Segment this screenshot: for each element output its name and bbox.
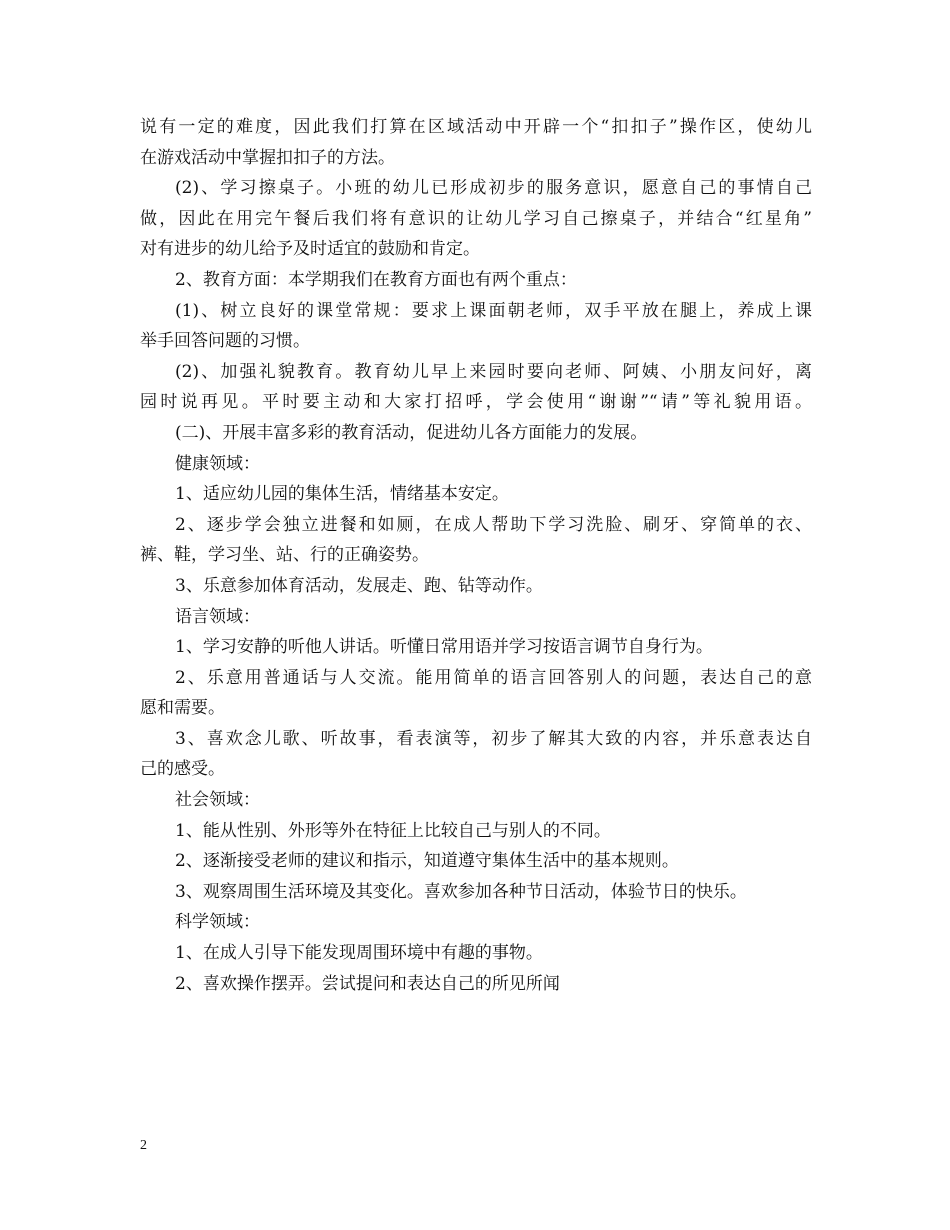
paragraph-line: (2)、加强礼貌教育。教育幼儿早上来园时要向老师、阿姨、小朋友问好，离 bbox=[175, 361, 812, 382]
domain-heading-language: 语言领域： bbox=[175, 606, 260, 627]
list-item: 1、能从性别、外形等外在特征上比较自己与别人的不同。 bbox=[175, 820, 611, 841]
section-heading: (二)、开展丰富多彩的教育活动，促进幼儿各方面能力的发展。 bbox=[175, 422, 648, 443]
list-item-continuation: 裤、鞋，学习坐、站、行的正确姿势。 bbox=[140, 545, 429, 566]
list-item: 3、观察周围生活环境及其变化。喜欢参加各种节日活动，体验节日的快乐。 bbox=[175, 881, 747, 902]
paragraph-line: (2)、学习擦桌子。小班的幼儿已形成初步的服务意识，愿意自己的事情自己 bbox=[175, 178, 812, 199]
paragraph-line: 在游戏活动中掌握扣扣子的方法。 bbox=[140, 147, 395, 168]
paragraph-line: 园时说再见。平时要主动和大家打招呼，学会使用“谢谢”“请”等礼貌用语。 bbox=[140, 392, 812, 413]
list-item: 3、乐意参加体育活动，发展走、跑、钻等动作。 bbox=[175, 575, 543, 596]
list-item: 2、逐渐接受老师的建议和指示，知道遵守集体生活中的基本规则。 bbox=[175, 851, 679, 872]
list-item-continuation: 己的感受。 bbox=[140, 759, 225, 780]
paragraph-line: 举手回答问题的习惯。 bbox=[140, 331, 310, 352]
list-item: 3、喜欢念儿歌、听故事，看表演等，初步了解其大致的内容，并乐意表达自 bbox=[175, 728, 812, 749]
list-item: 1、学习安静的听他人讲话。听懂日常用语并学习按语言调节自身行为。 bbox=[175, 637, 713, 658]
list-item-continuation: 愿和需要。 bbox=[140, 698, 225, 719]
paragraph-line: 做，因此在用完午餐后我们将有意识的让幼儿学习自己擦桌子，并结合“红星角” bbox=[140, 208, 812, 229]
list-item: 2、乐意用普通话与人交流。能用简单的语言回答别人的问题，表达自己的意 bbox=[175, 667, 812, 688]
list-item: 2、逐步学会独立进餐和如厕，在成人帮助下学习洗脸、刷牙、穿简单的衣、 bbox=[175, 514, 812, 535]
list-item: 1、在成人引导下能发现周围环境中有趣的事物。 bbox=[175, 943, 543, 964]
section-heading: 2、教育方面：本学期我们在教育方面也有两个重点： bbox=[175, 269, 577, 290]
paragraph-line: 说有一定的难度，因此我们打算在区域活动中开辟一个“扣扣子”操作区，使幼儿 bbox=[140, 117, 812, 137]
list-item: 1、适应幼儿园的集体生活，情绪基本安定。 bbox=[175, 484, 509, 505]
page-number: 2 bbox=[140, 1138, 147, 1153]
body-text bbox=[140, 112, 812, 999]
domain-heading-science: 科学领域： bbox=[175, 912, 260, 933]
list-item: 2、喜欢操作摆弄。尝试提问和表达自己的所见所闻 bbox=[175, 973, 560, 994]
domain-heading-social: 社会领域： bbox=[175, 790, 260, 811]
paragraph-line: 对有进步的幼儿给予及时适宜的鼓励和肯定。 bbox=[140, 239, 480, 260]
domain-heading-health: 健康领域： bbox=[175, 453, 260, 474]
paragraph-line: (1)、树立良好的课堂常规：要求上课面朝老师，双手平放在腿上，养成上课 bbox=[175, 300, 812, 321]
